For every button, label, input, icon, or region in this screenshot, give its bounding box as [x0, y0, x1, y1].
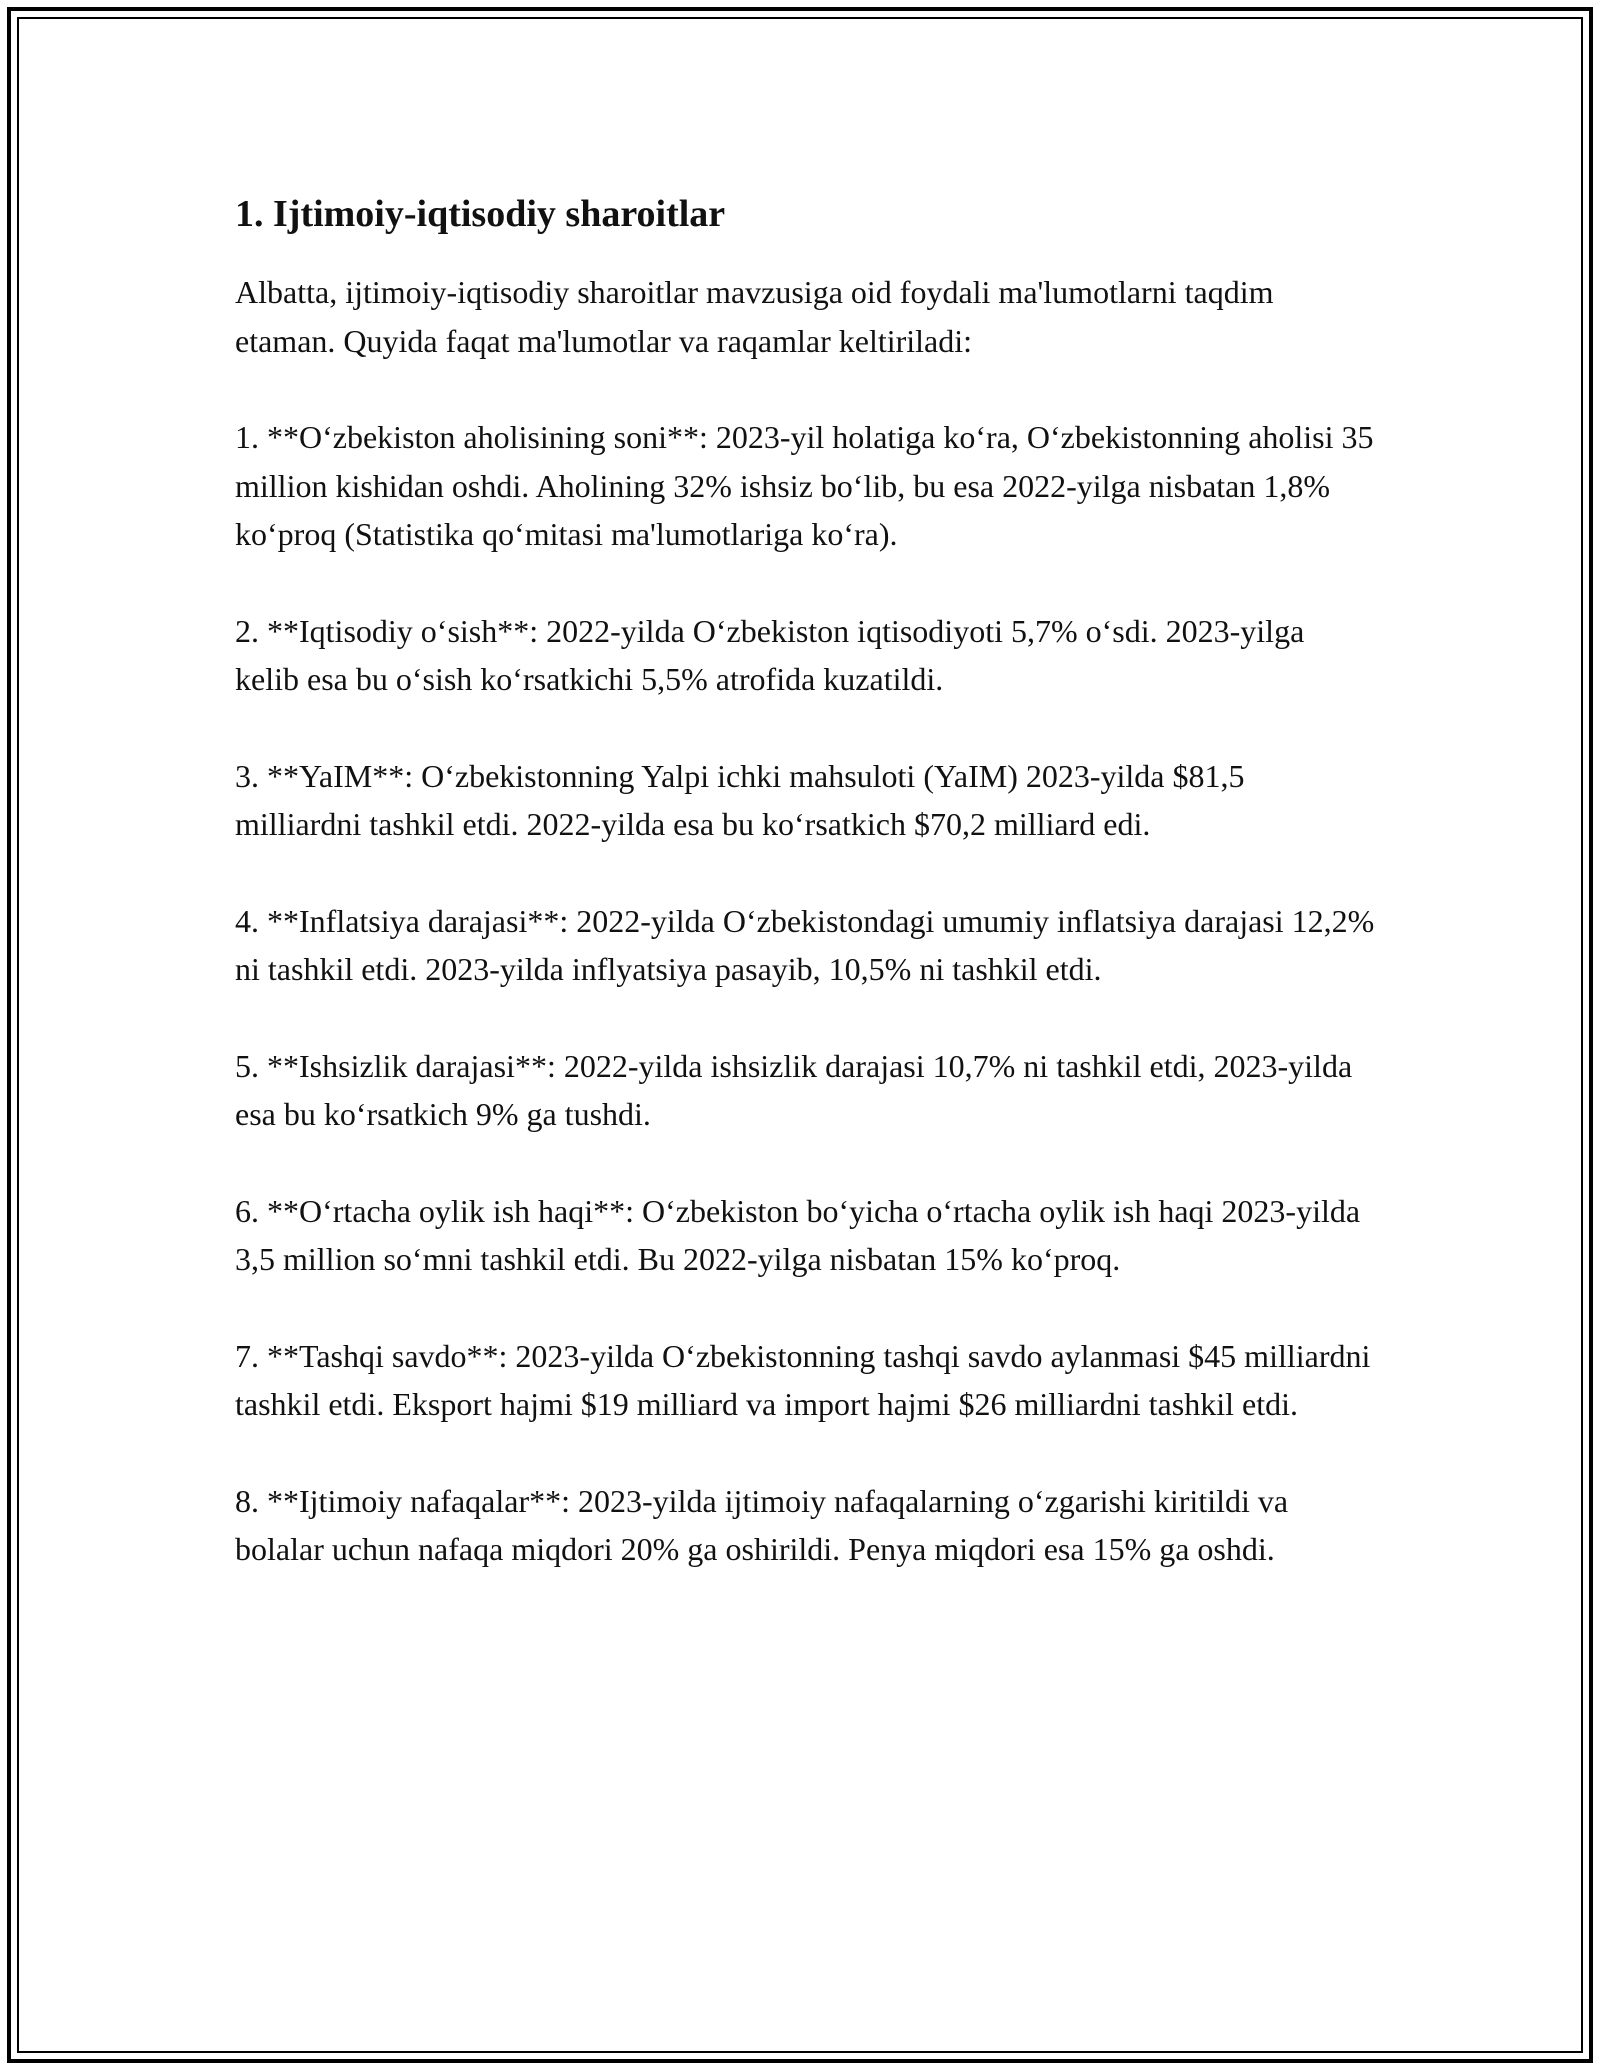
- list-item-gdp: 3. **YaIM**: O‘zbekistonning Yalpi ichki mahsuloti (YaIM) 2023-yilda $81,5 milliardni tashkil etdi. 2022-yilda esa bu ko‘rsatkich $70,2 milliard edi.: [235, 757, 1245, 842]
- list-item-average-wage: 6. **O‘rtacha oylik ish haqi**: O‘zbekiston bo‘yicha o‘rtacha oylik ish haqi 2023-yilda 3,5 million so‘mni tashkil etdi. Bu 2022-yilga nisbatan 15% ko‘proq.: [235, 1192, 1361, 1277]
- list-item-inflation: 4. **Inflatsiya darajasi**: 2022-yilda O‘zbekistondagi umumiy inflatsiya darajasi 12,2% ni tashkil etdi. 2023-yilda inflyatsiya pasayib, 10,5% ni tashkil etdi.: [235, 902, 1375, 987]
- list-item-social-benefits: 8. **Ijtimoiy nafaqalar**: 2023-yilda ijtimoiy nafaqalarning o‘zgarishi kiritildi va bolalar uchun nafaqa miqdori 20% ga oshirildi. Penya miqdori esa 15% ga oshdi.: [235, 1482, 1289, 1567]
- list-item-foreign-trade: 7. **Tashqi savdo**: 2023-yilda O‘zbekistonning tashqi savdo aylanmasi $45 milliardni tashkil etdi. Eksport hajmi $19 milliard va import hajmi $26 milliardni tashkil etdi.: [235, 1337, 1371, 1422]
- intro-paragraph: Albatta, ijtimoiy-iqtisodiy sharoitlar mavzusiga oid foydali ma'lumotlarni taqdim etaman. Quyida faqat ma'lumotlar va raqamlar keltiriladi:: [235, 274, 1274, 359]
- document-body: [235, 188, 1375, 1622]
- list-item-economic-growth: 2. **Iqtisodiy o‘sish**: 2022-yilda O‘zbekiston iqtisodiyoti 5,7% o‘sdi. 2023-yilga kelib esa bu o‘sish ko‘rsatkichi 5,5% atrofida kuzatildi.: [235, 612, 1305, 697]
- section-heading: 1. Ijtimoiy-iqtisodiy sharoitlar: [235, 193, 726, 235]
- list-item-population: 1. **O‘zbekiston aholisining soni**: 2023-yil holatiga ko‘ra, O‘zbekistonning aholisi 35 million kishidan oshdi. Aholining 32% ishsiz bo‘lib, bu esa 2022-yilga nisbatan 1,8% ko‘proq (Statistika qo‘mitasi ma'lumotlariga ko‘ra).: [235, 419, 1374, 552]
- list-item-unemployment: 5. **Ishsizlik darajasi**: 2022-yilda ishsizlik darajasi 10,7% ni tashkil etdi, 2023-yilda esa bu ko‘rsatkich 9% ga tushdi.: [235, 1047, 1353, 1132]
